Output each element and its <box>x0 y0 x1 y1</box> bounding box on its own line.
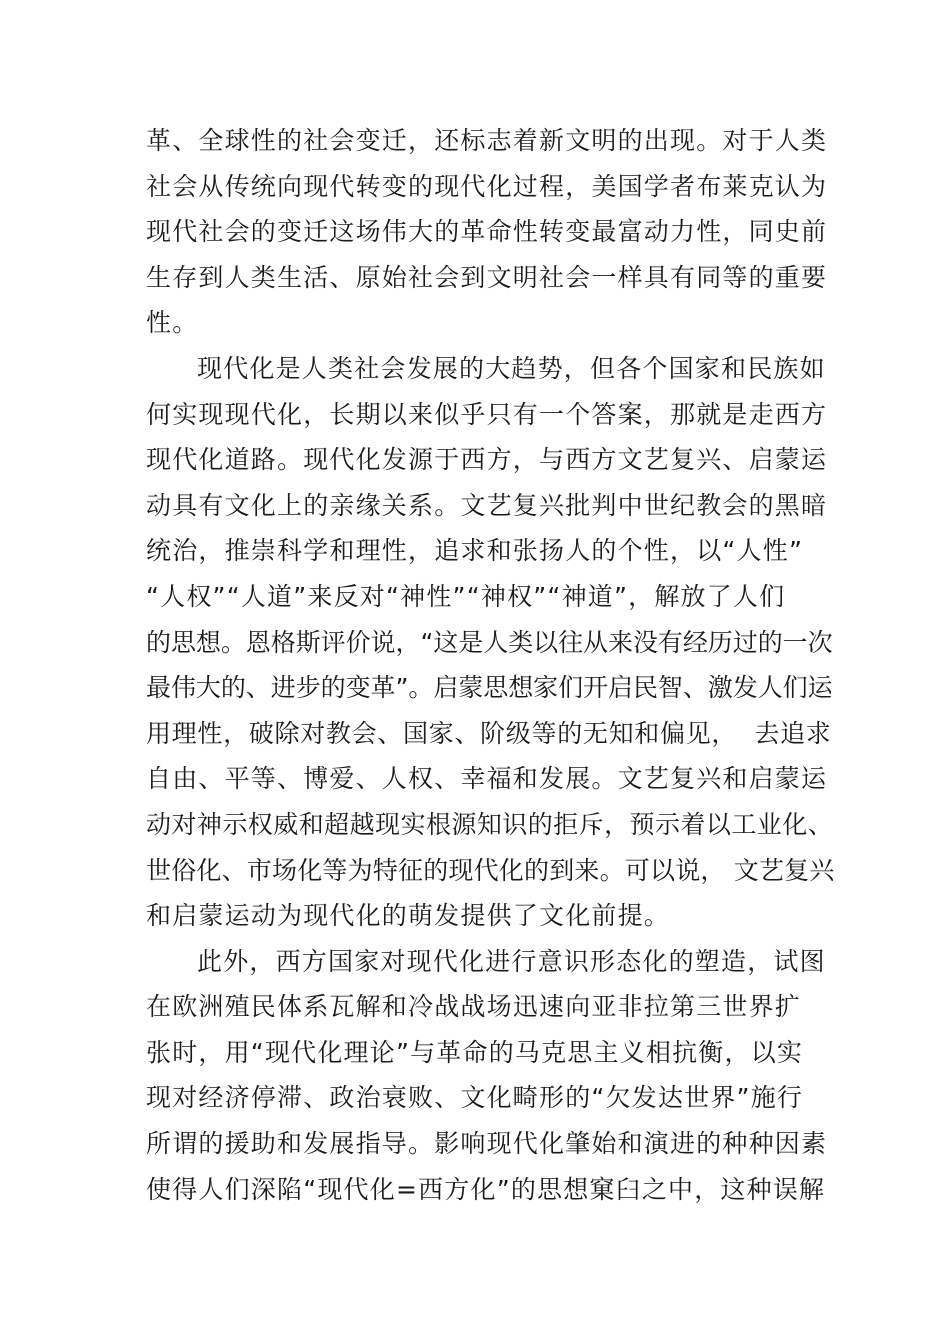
text-line: “人权”“人道”来反对“神性”“神权”“神道”，解放了人们 <box>146 581 786 611</box>
text-line: 现对经济停滞、政治衰败、文化畸形的“欠发达世界”施行 <box>146 1083 804 1113</box>
text-line: 革、全球性的社会变迁，还标志着新文明的出现。对于人类 <box>146 126 828 155</box>
text-line: 自由、平等、博爱、人权、幸福和发展。文艺复兴和启蒙运 <box>146 764 828 794</box>
text-line: 此外，西方国家对现代化进行意识形态化的塑造，试图 <box>197 946 826 976</box>
text-line: 世俗化、市场化等为特征的现代化的到来。可以说， 文艺复兴 <box>146 855 835 885</box>
text-line: 生存到人类生活、原始社会到文明社会一样具有同等的重要 <box>146 262 828 292</box>
text-line: 用理性，破除对教会、国家、阶级等的无知和偏见， 去追求 <box>146 718 832 748</box>
body-text <box>146 118 835 1212</box>
paragraph-3 <box>146 939 826 1213</box>
text-line: 张时，用“现代化理论”与革命的马克思主义相抗衡，以实 <box>146 1037 804 1067</box>
text-line: 现代社会的变迁这场伟大的革命性转变最富动力性，同史前 <box>146 217 828 247</box>
text-line: 最伟大的、进步的变革”。启蒙思想家们开启民智、激发人们运 <box>146 673 833 703</box>
text-line: 社会从传统向现代转变的现代化过程，美国学者布莱克认为 <box>146 171 828 201</box>
text-line: 和启蒙运动为现代化的萌发提供了文化前提。 <box>146 901 671 931</box>
paragraph-2 <box>146 346 835 939</box>
text-line: 现代化是人类社会发展的大趋势，但各个国家和民族如 <box>197 353 826 383</box>
text-line: 的思想。恩格斯评价说，“这是人类以往从来没有经历过的一次 <box>146 627 833 657</box>
text-line: 统治，推崇科学和理性，追求和张扬人的个性，以“人性” <box>146 536 804 566</box>
text-line: 现代化道路。现代化发源于西方，与西方文艺复兴、启蒙运 <box>146 445 828 475</box>
text-line: 在欧洲殖民体系瓦解和冷战战场迅速向亚非拉第三世界扩 <box>146 992 802 1022</box>
text-line: 性。 <box>146 308 199 338</box>
text-line: 动对神示权威和超越现实根源知识的拒斥，预示着以工业化、 <box>146 809 834 839</box>
text-line: 所谓的援助和发展指导。影响现代化肇始和演进的种种因素 <box>146 1129 828 1159</box>
text-line: 何实现现代化，长期以来似乎只有一个答案，那就是走西方 <box>146 399 828 429</box>
paragraph-1 <box>146 118 826 346</box>
text-line: 动具有文化上的亲缘关系。文艺复兴批判中世纪教会的黑暗 <box>146 490 828 520</box>
text-line: 使得人们深陷“现代化=西方化”的思想窠臼之中，这种误解 <box>146 1174 826 1204</box>
